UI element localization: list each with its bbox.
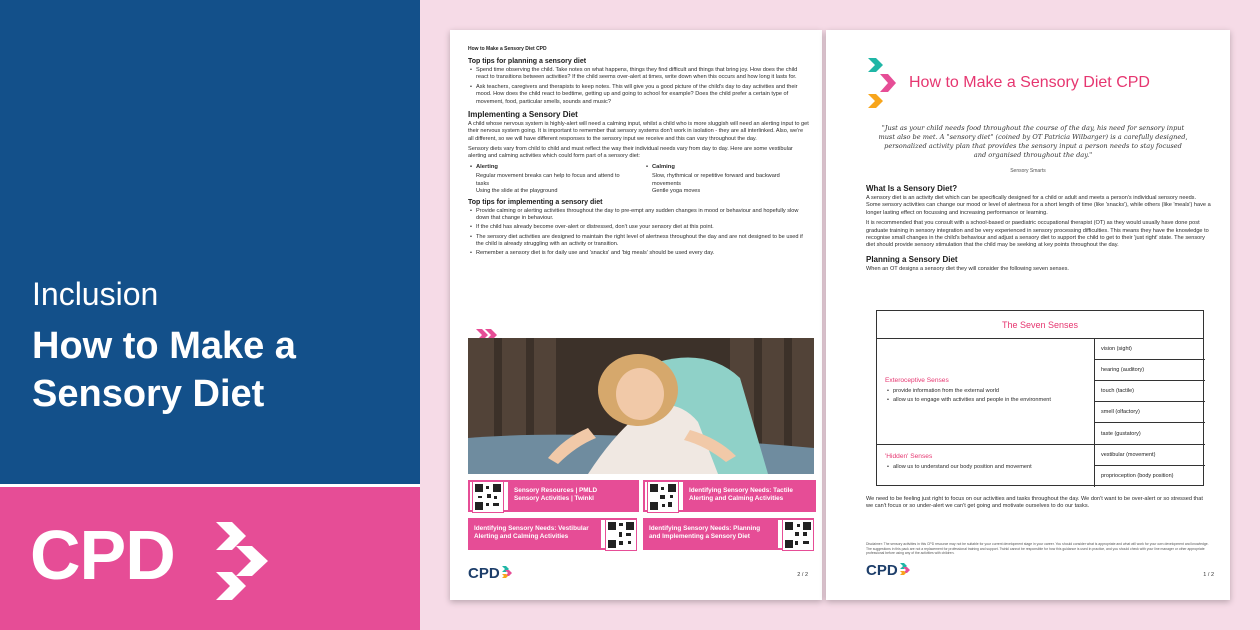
- disclaimer-text: Disclaimer: The sensory activities in this CPD resource may not be suitable for your current development stage in your career. You should consider what is appropriate and what will work for your own development and knowledge. The suggestions in this pack are not a replacement for professional training and support. Twinkl cannot be responsible for how this guidance is used in practice, and you should check with your line manager or other appropriate professional before using any of the activities with children.: [866, 542, 1209, 556]
- brand-panel-top: [0, 0, 420, 484]
- quote-source: Sensory Smarts: [1010, 168, 1046, 174]
- list-item: • allow us to understand our body position and movement: [893, 464, 1085, 471]
- tips-planning-heading: Top tips for planning a sensory diet: [468, 58, 587, 65]
- link-card-planning[interactable]: [643, 518, 814, 550]
- list-item: • Provide calming or alerting activities throughout the day to pre-empt any sudden changes in mood or behaviour and hopefully slow down that change in behaviour.: [476, 208, 810, 223]
- calming-title: • Calming: [652, 164, 810, 172]
- link-label: Identifying Sensory Needs: Planning and Implementing a Sensory Diet: [649, 525, 761, 540]
- what-paragraph-1: A sensory diet is an activity diet which can be specifically designed for a child or adult and meets a person's individual sensory needs. Some sensory activities can change our mood or level of alertness for a short length of time (like 'snacks'), while others (like 'meals') have a longer lasting effect on focussing and increasing performance or learning.: [866, 195, 1211, 216]
- list-item: • Remember a sensory diet is for daily use and 'snacks' and 'big meals' should be used every day.: [476, 250, 810, 257]
- page-2-content: [468, 46, 810, 260]
- exteroceptive-title: Exteroceptive Senses: [885, 377, 949, 384]
- category-label: Inclusion: [32, 276, 159, 312]
- tips-planning-list: [468, 67, 810, 106]
- footer-cpd-logo: [866, 562, 911, 579]
- calming-item: Slow, rhythmical or repetitive forward and backward movements: [652, 173, 780, 187]
- qr-code-icon: [647, 481, 679, 513]
- what-heading: What Is a Sensory Diet?: [866, 184, 958, 193]
- hidden-senses-points: [885, 464, 1085, 473]
- sense-cell: touch (tactile): [1095, 381, 1205, 402]
- implementing-paragraph-2: Sensory diets vary from child to child and must reflect the way their individual needs vary from day to day. Here are some vestibular alerting and calming activities which could form part of a sensory diet:: [468, 146, 793, 160]
- list-item: • Ask teachers, caregivers and therapists to keep notes. This will give you a good picture of the child's day to day activities and their mood. How does the child react to bedtime, getting up and going to school for example? Does the child prefer a certain type of movement, food, particular smells, sounds and music?: [476, 84, 810, 106]
- hidden-senses-cell: [877, 445, 1095, 487]
- sense-cell: proprioception (body position): [1101, 473, 1174, 479]
- link-card-tactile[interactable]: [643, 480, 814, 512]
- sense-cell: vision (sight): [1095, 339, 1205, 360]
- page-number: 2 / 2: [797, 572, 808, 578]
- sense-cell: vestibular (movement): [1095, 445, 1205, 466]
- closing-paragraph: We need to be feeling just right to focus on our activities and tasks throughout the day. We don't want to be over-alert or so stressed that we can't focus or so under-alert we can't get going and motivate ourselves to do our tasks.: [866, 496, 1203, 510]
- cpd-chevrons-icon: [212, 518, 274, 604]
- implementing-paragraph-1: A child whose nervous system is highly-alert will need a calming input, whilst a child who is more sluggish will need an alerting input to get their nervous system going. It is important to remember that sensory systems don't work in isolation - they are all interlinked. Also, we're all different, so we will have different responses to the sensory input we receive and this can vary throughout the day.: [468, 120, 809, 142]
- what-paragraph-2: It is recommended that you consult with a school-based or paediatric occupational therapist (OT) as they would usually have done post graduate training in sensory integration and be very experienced in sensory processing difficulties. This means they have the knowledge to recognise small changes in the child's behaviour and adjust a sensory diet to support the child to get to their 'just right' state. The sensory diet should provide sensory stimulation that the child may be seeking at key points throughout the day.: [866, 220, 1209, 249]
- alerting-title: • Alerting: [476, 164, 634, 172]
- implementing-heading: Implementing a Sensory Diet: [468, 109, 578, 119]
- footer-logo-text: CPD: [866, 562, 898, 579]
- calming-column: [644, 164, 810, 196]
- qr-code-icon: [472, 481, 504, 513]
- planning-heading: Planning a Sensory Diet: [866, 254, 958, 264]
- footer-logo-text: CPD: [468, 565, 500, 582]
- list-item: • If the child has already become over-alert or distressed, don't use your sensory diet at this point.: [476, 224, 810, 231]
- cpd-chevrons-icon: [866, 56, 900, 110]
- page-1-body: [866, 180, 1211, 273]
- sense-cell: hearing (auditory): [1095, 360, 1205, 381]
- brand-panel-bottom: [0, 484, 420, 630]
- running-head: How to Make a Sensory Diet CPD: [468, 46, 547, 52]
- seven-senses-table: [876, 310, 1204, 486]
- link-card-pmld[interactable]: [468, 480, 637, 512]
- link-card-vestibular[interactable]: [468, 518, 637, 550]
- planning-paragraph: When an OT designs a sensory diet they will consider the following seven senses.: [866, 265, 1069, 272]
- tips-implementing-heading: Top tips for implementing a sensory diet: [468, 198, 603, 206]
- calming-item: Gentle yoga moves: [652, 188, 701, 195]
- tips-implementing-list: [468, 208, 810, 258]
- list-item: • The sensory diet activities are designed to maintain the right level of alertness throughout the day and are not designed to be used if the child is already struggling with an activity or transition.: [476, 234, 810, 249]
- senses-table-title: The Seven Senses: [877, 311, 1203, 339]
- sense-cell: smell (olfactory): [1095, 402, 1205, 423]
- page-title: How to Make a Sensory Diet CPD: [909, 74, 1150, 91]
- footer-cpd-logo: [468, 565, 513, 582]
- alerting-column: [468, 164, 634, 196]
- qr-code-icon: [782, 519, 814, 551]
- logo-chevron-icon: [501, 565, 513, 579]
- activity-columns: [468, 164, 810, 196]
- link-label: Identifying Sensory Needs: Tactile Alerting and Calming Activities: [689, 487, 793, 502]
- document-page-1: [826, 30, 1230, 600]
- alerting-item: Using the slide at the playground: [476, 188, 558, 195]
- link-label: Identifying Sensory Needs: Vestibular Alerting and Calming Activities: [474, 525, 589, 540]
- exteroceptive-points: [885, 388, 1085, 407]
- alerting-item: Regular movement breaks can help to focus and attend to tasks: [476, 173, 620, 187]
- qr-code-icon: [605, 519, 637, 551]
- document-page-2: [450, 30, 822, 600]
- quote-text: "Just as your child needs food throughout the course of the day, his need for sensory input must also be met. A "sensory diet" (coined by OT Patricia Wilbarger) is a carefully designed, personalized activity plan that provides the sensory input a person needs to stay focused and organised throughout the day.": [878, 124, 1188, 160]
- logo-chevron-icon: [899, 562, 911, 576]
- list-item: • provide information from the external world: [893, 388, 1085, 395]
- cpd-logo-text: CPD: [30, 516, 175, 594]
- list-item: • allow us to engage with activities and people in the environment: [893, 397, 1085, 404]
- page-number: 1 / 2: [1203, 572, 1214, 578]
- brand-panel: [0, 0, 420, 630]
- list-item: • Spend time observing the child. Take notes on what happens, things they find difficult and things that bring joy. How does the child react to transitions between activities? If the child seems over-alert at times, write down when this occurs and how long it lasts for.: [476, 67, 810, 82]
- link-label: Sensory Resources | PMLD Sensory Activities | Twinkl: [514, 487, 598, 502]
- hidden-senses-title: 'Hidden' Senses: [885, 453, 933, 460]
- child-on-slide-photo: [468, 338, 814, 474]
- exteroceptive-cell: [877, 339, 1095, 445]
- resource-title: How to Make a Sensory Diet: [32, 325, 296, 416]
- sense-cell: taste (gustatory): [1095, 423, 1205, 445]
